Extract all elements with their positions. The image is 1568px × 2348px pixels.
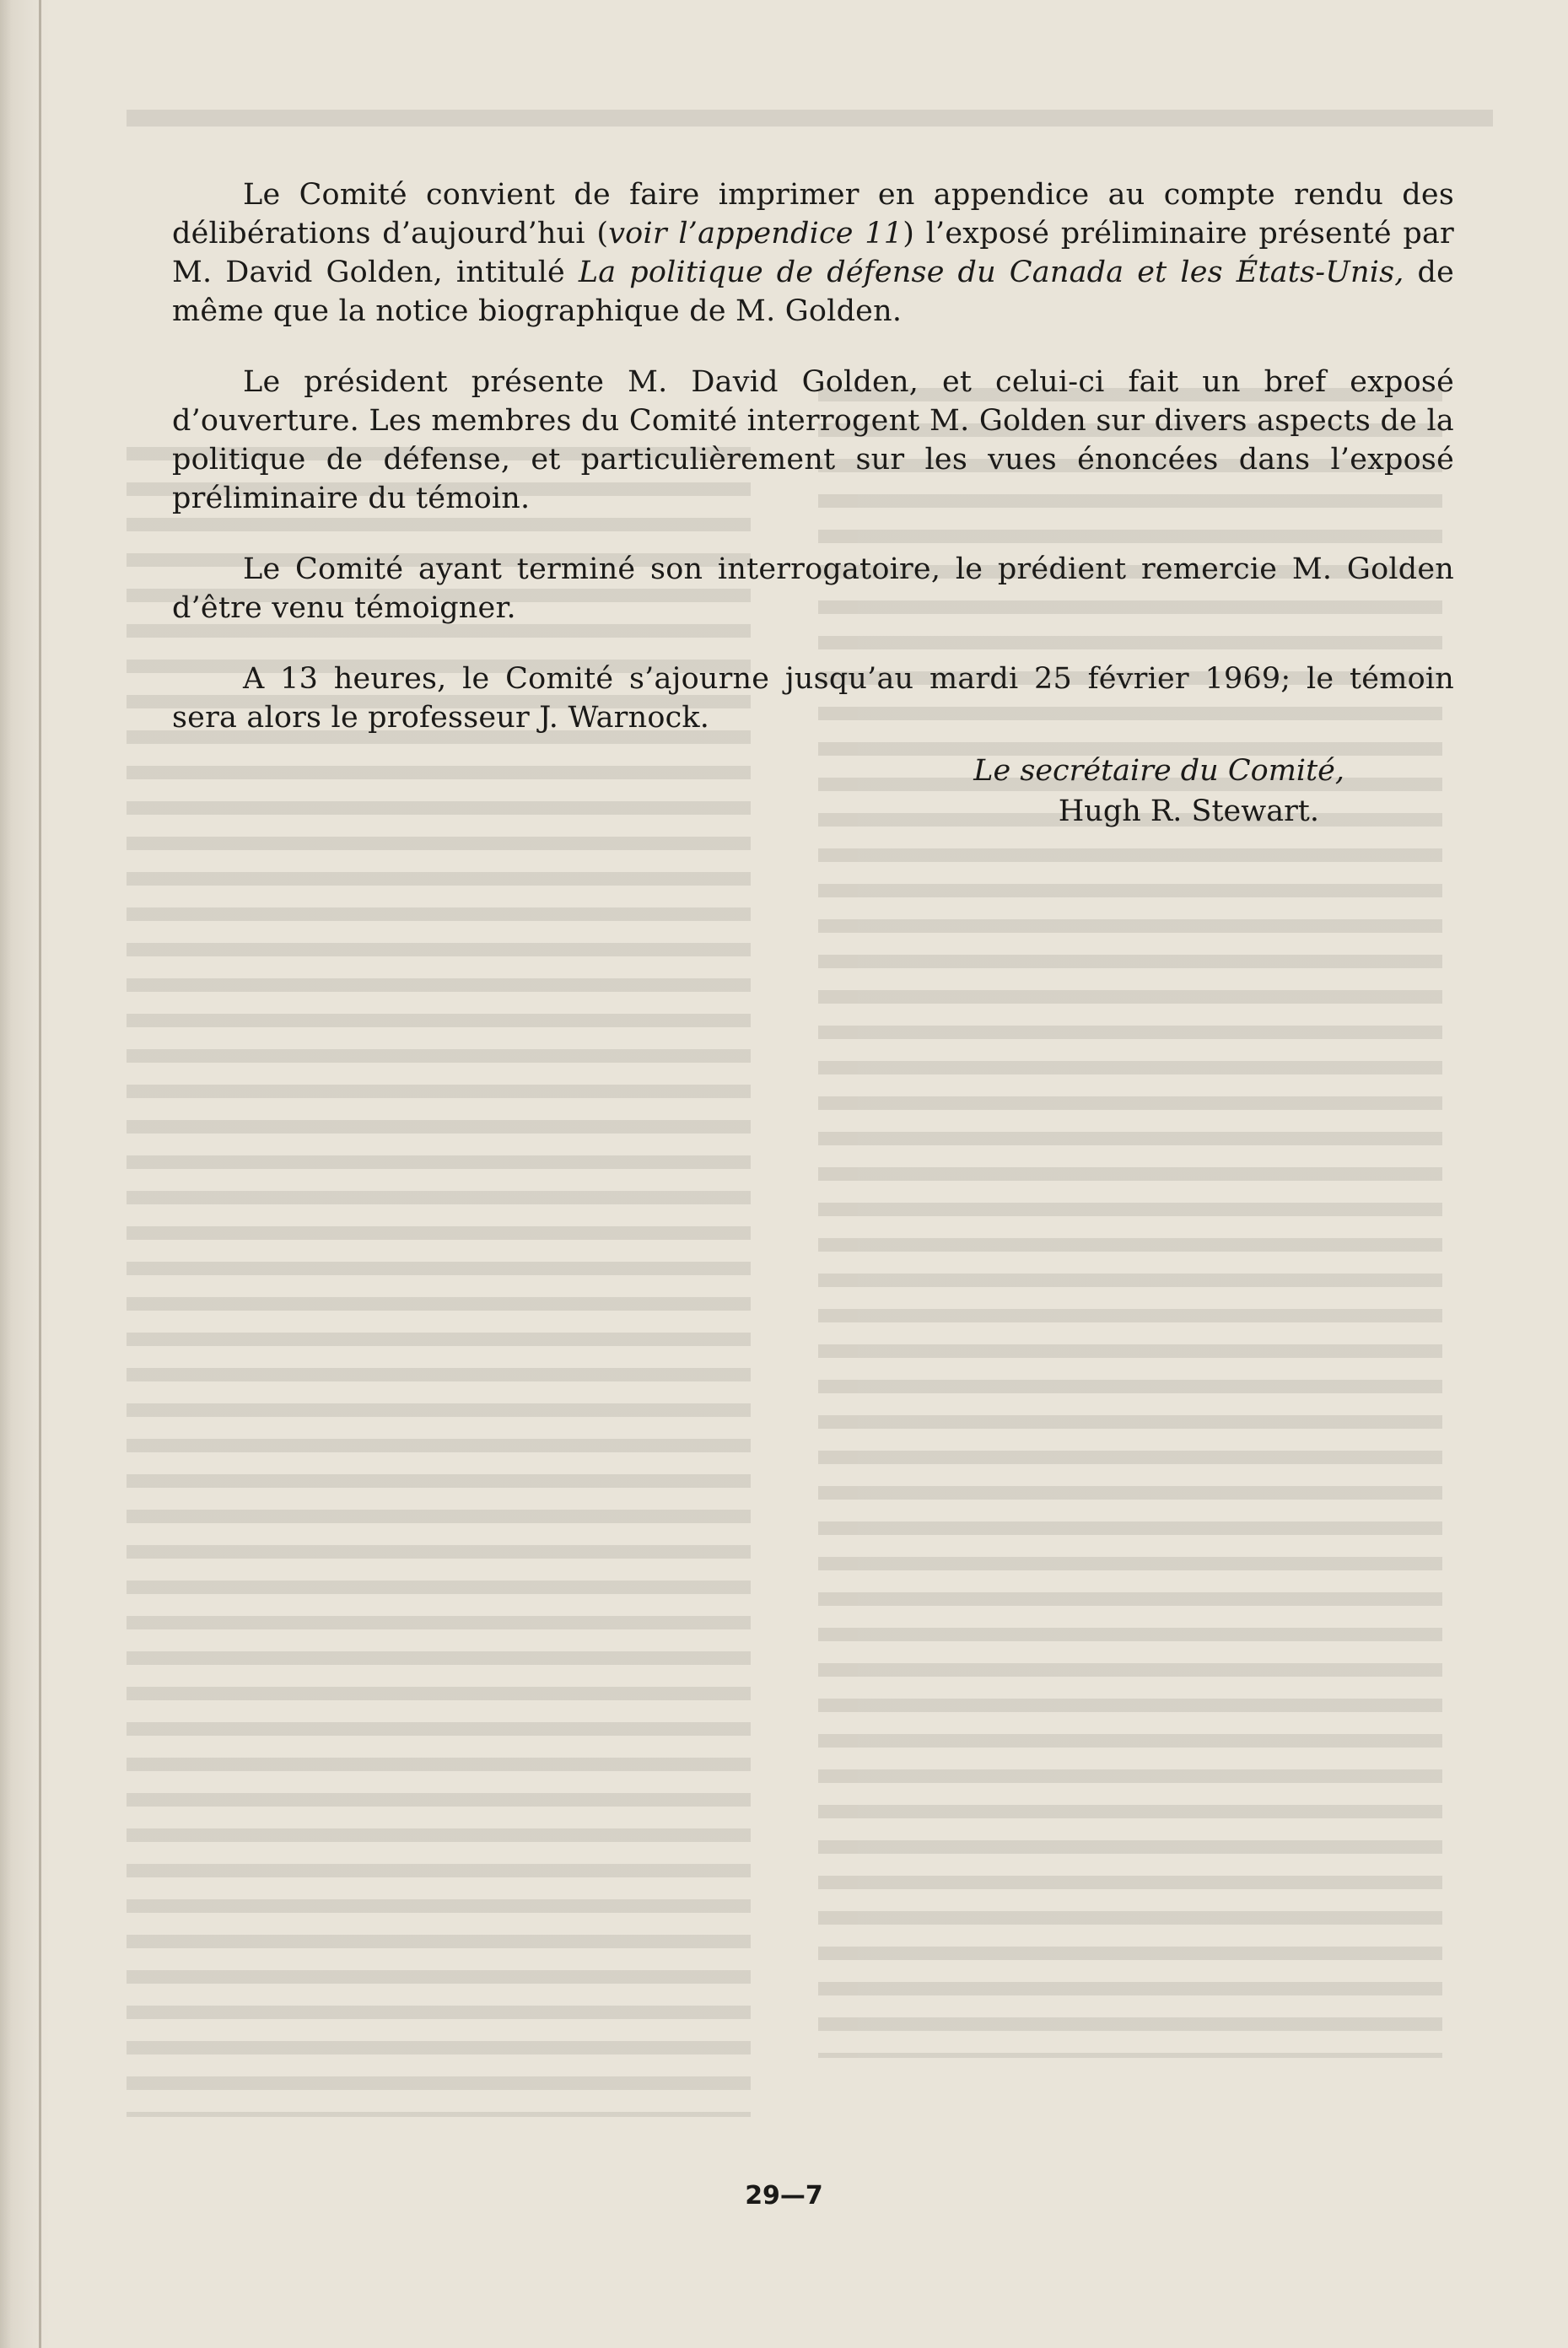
paragraph-thanks: Le Comité ayant terminé son interrogatoire, le prédient remercie M. Golden d’être venu témoigner. (172, 552, 1454, 625)
paragraph-adjournment: A 13 heures, le Comité s’ajourne jusqu’au mardi 25 février 1969; le témoin sera alors le professeur J. Warnock. (172, 662, 1454, 735)
paragraph-introduction: Le président présente M. David Golden, et celui-ci fait un bref exposé d’ouverture. Les membres du Comité interrogent M. Golden sur divers aspects de la politique de défense, et particulièrement sur les vues énoncées dans l’exposé préliminaire du témoin. (172, 365, 1454, 515)
minutes-body (172, 175, 1454, 832)
paragraph-appendix-part2: ) l’exposé préliminaire présenté par M. David Golden, intitulé (172, 217, 1454, 289)
appendix-reference: voir l’appendice 11 (608, 217, 903, 250)
signature-title: Le secrétaire du Comité, (973, 754, 1344, 788)
binding-edge (0, 0, 51, 2348)
signature-name: Hugh R. Stewart. (1058, 794, 1319, 828)
binding-line (39, 0, 41, 2348)
paragraph-appendix-part1: Le Comité convient de faire imprimer en appendice au compte rendu des délibérations d’aujourd’hui ( (172, 178, 1454, 250)
bleed-through-header (127, 110, 1493, 127)
document-title: La politique de défense du Canada et les États-Unis, (578, 256, 1404, 289)
page-number: 29—7 (745, 2181, 823, 2211)
paragraph-appendix (172, 175, 1454, 331)
paragraph-appendix-part3: de même que la notice biographique de M. Golden. (172, 256, 1455, 328)
signature-block (172, 751, 1454, 832)
